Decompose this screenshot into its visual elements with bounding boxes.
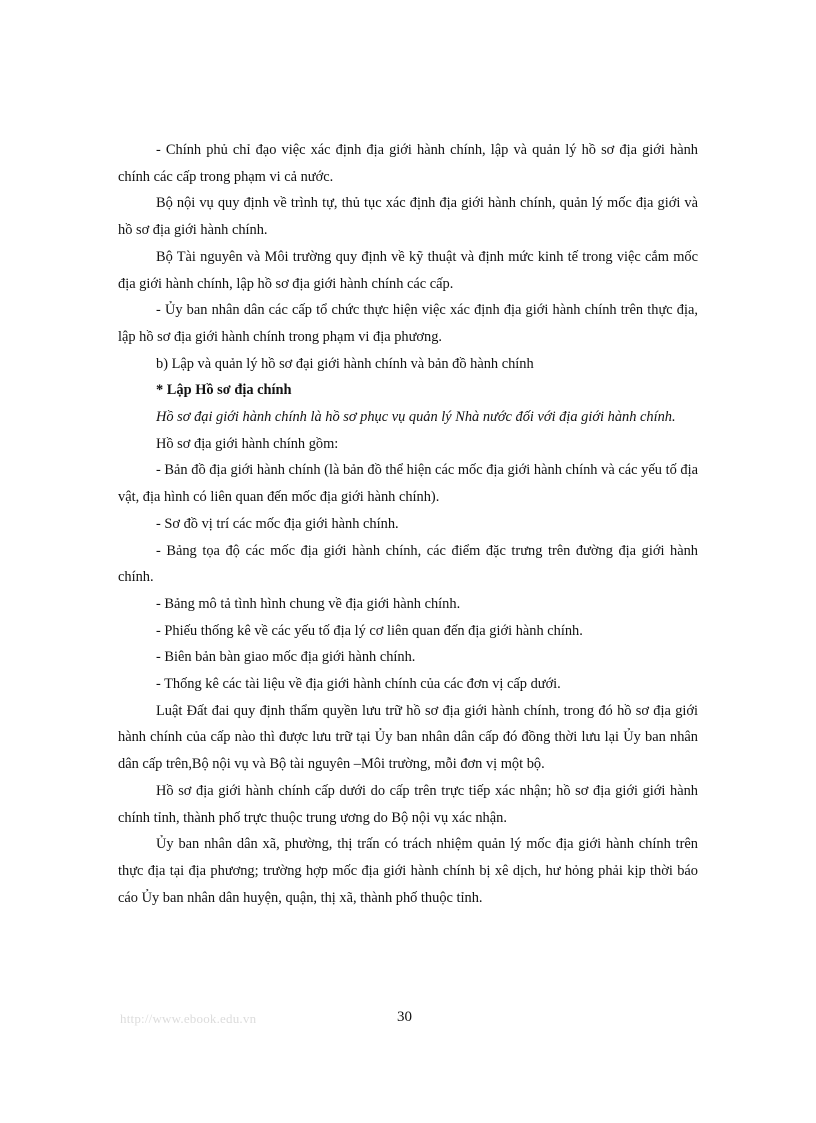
paragraph: Luật Đất đai quy định thẩm quyền lưu trữ hồ sơ địa giới hành chính, trong đó hồ sơ địa giới hành chính của cấp nào thì được lưu trữ tại Ủy ban nhân dân cấp đó đồng thời lưu lại Ủy ban nhân dân cấp trên,Bộ nội vụ và Bộ tài nguyên –Môi trường, mỗi đơn vị một bộ. bbox=[118, 702, 698, 773]
paragraph: Bộ Tài nguyên và Môi trường quy định về kỹ thuật và định mức kinh tế trong việc cắm mốc địa giới hành chính, lập hồ sơ địa giới hành chính các cấp. bbox=[118, 248, 698, 292]
paragraph: Bộ nội vụ quy định về trình tự, thủ tục xác định địa giới hành chính, quản lý mốc địa giới và hồ sơ địa giới hành chính. bbox=[118, 195, 698, 239]
paragraph: - Ủy ban nhân dân các cấp tổ chức thực hiện việc xác định địa giới hành chính trên thực địa, lập hồ sơ địa giới hành chính trong phạm vi địa phương. bbox=[118, 302, 698, 345]
section-heading: * Lập Hồ sơ địa chính bbox=[156, 382, 292, 399]
footer-watermark-url: http://www.ebook.edu.vn bbox=[120, 1011, 257, 1026]
page-number: 30 bbox=[397, 1009, 412, 1025]
paragraph: Hồ sơ địa giới hành chính cấp dưới do cấp trên trực tiếp xác nhận; hồ sơ địa giới giới hành chính tỉnh, thành phố trực thuộc trung ương do Bộ nội vụ xác nhận. bbox=[118, 782, 698, 826]
list-item: - Bản đồ địa giới hành chính (là bản đồ thể hiện các mốc địa giới hành chính và các yếu tố địa vật, địa hình có liên quan đến mốc địa giới hành chính). bbox=[118, 462, 698, 506]
list-item: - Bảng mô tả tình hình chung về địa giới hành chính. bbox=[156, 595, 461, 612]
paragraph: - Chính phủ chỉ đạo việc xác định địa giới hành chính, lập và quản lý hồ sơ địa giới hành chính các cấp trong phạm vi cả nước. bbox=[118, 142, 698, 185]
paragraph: Hồ sơ địa giới hành chính gồm: bbox=[156, 435, 339, 452]
list-item: - Bảng tọa độ các mốc địa giới hành chính, các điểm đặc trưng trên đường địa giới hành chính. bbox=[118, 542, 698, 586]
paragraph: Ủy ban nhân dân xã, phường, thị trấn có trách nhiệm quản lý mốc địa giới hành chính trên thực địa tại địa phương; trường hợp mốc địa giới hành chính bị xê dịch, hư hỏng phải kịp thời báo cáo Ủy ban nhân dân huyện, quận, thị xã, thành phố thuộc tỉnh. bbox=[118, 836, 698, 906]
definition-paragraph: Hồ sơ đại giới hành chính là hồ sơ phục vụ quản lý Nhà nước đối với địa giới hành chính. bbox=[156, 409, 676, 426]
paragraph: b) Lập và quản lý hồ sơ đại giới hành chính và bản đồ hành chính bbox=[156, 355, 534, 372]
list-item: - Phiếu thống kê về các yếu tố địa lý cơ liên quan đến địa giới hành chính. bbox=[156, 622, 583, 639]
list-item: - Sơ đồ vị trí các mốc địa giới hành chính. bbox=[156, 515, 399, 532]
document-body bbox=[118, 137, 698, 911]
list-item: - Biên bản bàn giao mốc địa giới hành chính. bbox=[156, 649, 416, 666]
list-item: - Thống kê các tài liệu về địa giới hành chính của các đơn vị cấp dưới. bbox=[156, 676, 561, 693]
